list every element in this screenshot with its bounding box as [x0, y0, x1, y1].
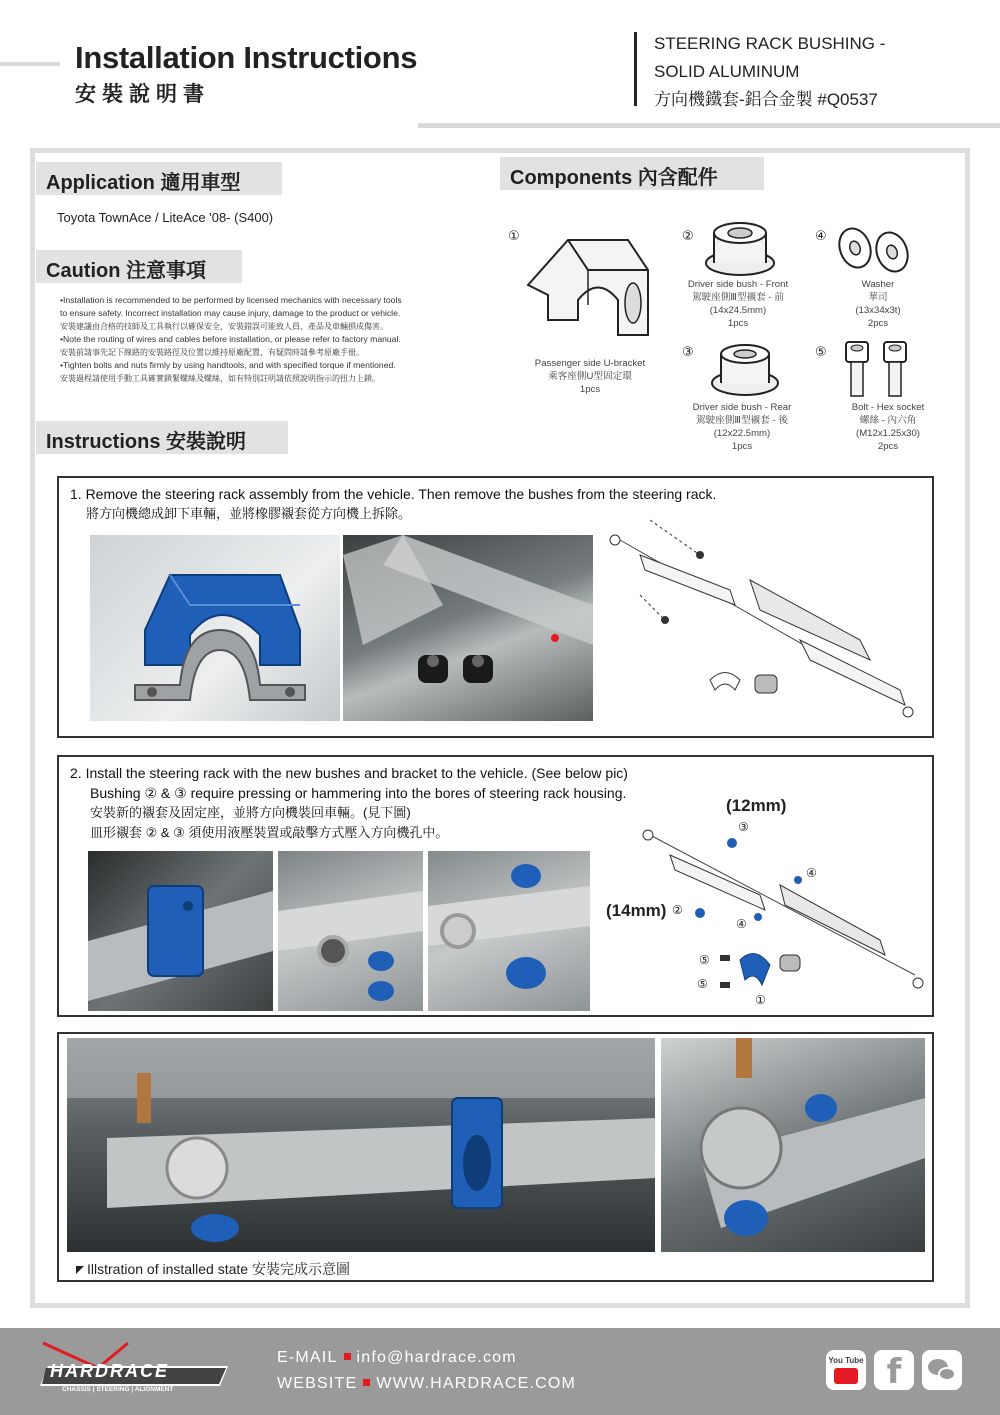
header-rule-right — [418, 123, 1000, 128]
footer-email — [277, 1349, 517, 1367]
component-4-size: (13x34x3t) — [855, 305, 901, 316]
product-line-3: 方向機鐵套-鋁合金製 #Q0537 — [654, 90, 878, 109]
brand-name: HARDRACE — [50, 1361, 169, 1381]
step-1-exploded-diagram — [600, 500, 920, 730]
step-2-text: 2. Install the steering rack with the new bushes and bracket to the vehicle. (See below pic) — [70, 765, 628, 781]
bolt-icon — [840, 338, 920, 400]
header-divider — [634, 32, 637, 106]
application-label — [36, 162, 282, 195]
front-bush-icon — [700, 215, 780, 280]
photo-housing-bores — [278, 851, 423, 1011]
instructions-label — [36, 421, 288, 454]
component-3-size: (12x22.5mm) — [713, 428, 771, 439]
component-1-caption — [515, 357, 665, 396]
components-label-zh: 內含配件 — [637, 165, 718, 189]
bracket-on-rack-icon — [88, 851, 273, 1011]
application-label-zh: 適用車型 — [160, 170, 241, 194]
wechat-icon[interactable] — [922, 1350, 962, 1390]
component-3-qty: 1pcs — [731, 441, 753, 452]
step-2-text-zh-2: 皿形襯套 ② & ③ 須使用液壓裝置或敲擊方式壓入方向機孔中。 — [90, 825, 449, 840]
page-subtitle: 安裝說明書 — [75, 82, 210, 106]
bushes-pressed-icon — [428, 851, 590, 1011]
caution-line: •Installation is recommended to be performed by licensed mechanics with necessary tools — [60, 295, 402, 305]
callout-number-4a: ④ — [806, 866, 817, 880]
footer-website — [277, 1375, 576, 1393]
facebook-icon[interactable]: f — [874, 1350, 914, 1390]
instructions-label-en: Instructions — [46, 431, 161, 453]
website-label: WEBSITE — [277, 1375, 358, 1392]
instructions-label-zh: 安裝說明 — [166, 429, 247, 453]
component-4-qty: 2pcs — [867, 318, 889, 329]
component-2-name: Driver side bush - Front — [687, 279, 789, 290]
callout-number-5a: ⑤ — [699, 953, 710, 967]
u-bracket-icon — [518, 225, 658, 345]
step-2-exploded-diagram — [640, 825, 925, 1010]
caution-line: 安裝前請事先記下線路的安裝路徑及位置以維持原廠配置，有疑問時請參考原廠手冊。 — [60, 348, 364, 357]
component-5-size: (M12x1.25x30) — [856, 428, 920, 439]
callout-14mm: (14mm) — [606, 901, 667, 920]
component-5-name-zh: 螺絲 - 內六角 — [859, 415, 917, 426]
callout-number-1: ① — [755, 993, 766, 1007]
photo-bushes-pressed — [428, 851, 590, 1011]
step-1-text: 1. Remove the steering rack assembly from the vehicle. Then remove the bushes from the steering rack. — [70, 486, 717, 502]
product-line-2: SOLID ALUMINUM — [654, 62, 800, 81]
rack-removed-bushes-icon — [343, 535, 593, 721]
bullet-icon — [363, 1379, 370, 1386]
website-link[interactable]: WWW.HARDRACE.COM — [376, 1375, 577, 1392]
photo-bracket-installed — [88, 851, 273, 1011]
footer — [0, 1328, 1000, 1415]
components-label — [500, 157, 764, 190]
bracket-comparison-icon — [90, 535, 340, 721]
photo-new-bracket — [90, 535, 340, 721]
component-3-name-zh: 駕駛座側Ⅲ型襯套 - 後 — [696, 415, 788, 426]
caution-line: 安裝建議由合格的技師及工具執行以確保安全，安裝錯誤可能致人員、產品及車輛損成傷害。 — [60, 322, 388, 331]
component-5-name: Bolt - Hex socket — [851, 402, 925, 413]
page-title: Installation Instructions — [75, 40, 418, 75]
caution-line: to ensure safety. Incorrect installation may cause injury, damage to the product or vehicle. — [60, 308, 401, 318]
step-2-text-zh: 安裝新的襯套及固定座，並將方向機裝回車輛。(見下圖) — [90, 805, 411, 820]
component-1-qty: 1pcs — [579, 384, 601, 395]
installed-closeup-icon — [661, 1038, 925, 1252]
product-line-1: STEERING RACK BUSHING - — [654, 34, 886, 53]
bullet-icon — [344, 1353, 351, 1360]
brand-tagline: CHASSIS | STEERING | ALIGNMENT — [62, 1386, 174, 1393]
youtube-icon[interactable] — [826, 1350, 866, 1390]
component-5-caption — [825, 401, 951, 453]
email-link[interactable]: info@hardrace.com — [356, 1349, 517, 1366]
callout-12mm: (12mm) — [726, 796, 787, 815]
installed-caption — [76, 1259, 350, 1279]
step-1-text-zh: 將方向機總成卸下車輛，並將橡膠襯套從方向機上拆除。 — [86, 506, 412, 521]
component-3-name: Driver side bush - Rear — [692, 402, 792, 413]
step-2-text-2: Bushing ② & ③ require pressing or hammering into the bores of steering rack housing. — [90, 785, 627, 801]
component-1-name: Passenger side U-bracket — [534, 358, 646, 369]
caution-label-en: Caution — [46, 260, 121, 282]
washer-icon — [830, 226, 920, 276]
application-vehicle: Toyota TownAce / LiteAce '08- (S400) — [57, 210, 274, 225]
component-1-number: ① — [508, 228, 520, 243]
caution-line: •Tighten bolts and nuts firmly by using handtools, and with specified torque if mentioned. — [60, 360, 396, 370]
caution-line: •Note the routing of wires and cables before installation, or please refer to factory manual. — [60, 334, 401, 344]
callout-number-2: ② — [672, 903, 683, 917]
component-3-number: ③ — [682, 344, 694, 359]
installed-caption-text: Illstration of installed state 安裝完成示意圖 — [87, 1261, 350, 1277]
callout-number-5b: ⑤ — [697, 977, 708, 991]
caption-marker-icon — [76, 1266, 84, 1274]
component-2-caption — [668, 278, 808, 330]
component-2-qty: 1pcs — [727, 318, 749, 329]
component-3-caption — [672, 401, 812, 453]
component-2-size: (14x24.5mm) — [709, 305, 767, 316]
components-label-en: Components — [510, 167, 633, 189]
photo-removed-bushes — [343, 535, 593, 721]
header-rule-left — [0, 62, 60, 66]
rear-bush-icon — [705, 338, 785, 400]
photo-installed-closeup — [661, 1038, 925, 1252]
component-4-name: Washer — [861, 279, 895, 290]
application-label-en: Application — [46, 172, 155, 194]
component-2-number: ② — [682, 228, 694, 243]
component-4-name-zh: 華司 — [868, 292, 888, 303]
housing-with-bushes-icon — [278, 851, 423, 1011]
youtube-text: You Tube — [828, 1356, 864, 1365]
callout-number-3: ③ — [738, 820, 749, 834]
caution-label — [36, 250, 242, 283]
caution-text — [60, 294, 500, 385]
callout-number-4b: ④ — [736, 917, 747, 931]
component-4-caption — [818, 278, 938, 330]
product-name — [654, 30, 885, 114]
component-5-qty: 2pcs — [877, 441, 899, 452]
component-2-name-zh: 駕駛座側Ⅲ型襯套 - 前 — [692, 292, 784, 303]
installed-rack-icon — [67, 1038, 655, 1252]
component-5-number: ⑤ — [815, 344, 827, 359]
caution-label-zh: 注意事項 — [126, 258, 206, 282]
photo-installed-underbody — [67, 1038, 655, 1252]
email-label: E-MAIL — [277, 1349, 338, 1366]
caution-line: 安裝過程請使用手動工具確實鎖緊螺絲及螺絲，如有特別註明請依照說明指示的扭力上鎖。 — [60, 374, 380, 383]
component-4-number: ④ — [815, 228, 827, 243]
component-1-name-zh: 乘客座側U型固定環 — [548, 371, 632, 382]
